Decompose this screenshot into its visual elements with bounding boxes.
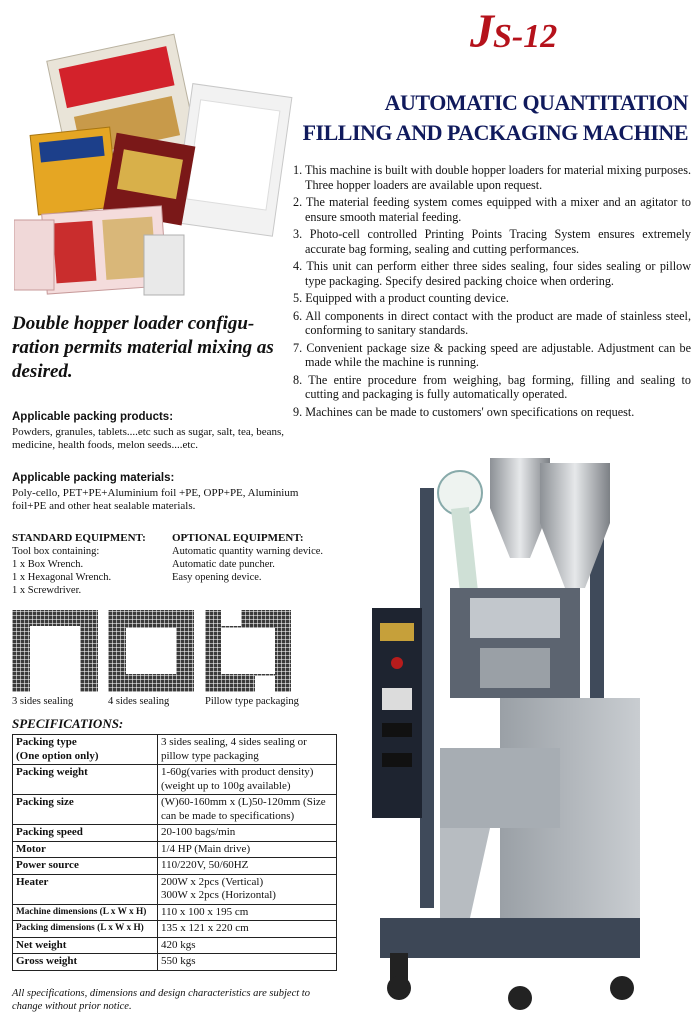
optional-equipment-heading: OPTIONAL EQUIPMENT:: [172, 532, 304, 544]
materials-section: [12, 472, 302, 514]
materials-heading: Applicable packing materials:: [12, 472, 175, 484]
optional-equipment-item: Automatic quantity warning device.: [172, 546, 324, 557]
feature-item: 2. The material feeding system comes equipped with a mixer and an agitator to ensure smooth material feeding.: [293, 195, 691, 224]
spec-value: 110/220V, 50/60HZ: [158, 858, 337, 875]
feature-item: 6. All components in direct contact with the product are made of stainless steel, conforming to sanitary standards.: [293, 308, 691, 337]
spec-value: 20-100 bags/min: [158, 825, 337, 842]
seal-4-sides-label: 4 sides sealing: [108, 696, 170, 707]
spec-key: Machine dimensions (L x W x H): [13, 904, 158, 921]
spec-value: 420 kgs: [158, 937, 337, 954]
feature-item: 1. This machine is built with double hopper loaders for material mixing purposes. Three hopper loaders are available upon request.: [293, 163, 691, 192]
spec-value: (W)60-160mm x (L)50-120mm (Size can be made to specifications): [158, 795, 337, 825]
standard-equipment-item: Tool box containing:: [12, 546, 100, 557]
feature-item: 3. Photo-cell controlled Printing Points Tracing System ensures extremely accurate bag forming, sealing and cutting performances.: [293, 227, 691, 256]
standard-equipment-heading: STANDARD EQUIPMENT:: [12, 532, 146, 544]
feature-item: 9. Machines can be made to customers' own specifications on request.: [293, 404, 635, 419]
title-line-1: AUTOMATIC QUANTITATION: [384, 90, 688, 115]
optional-equipment: [172, 532, 352, 584]
feature-list: [293, 163, 691, 422]
seal-4-sides-diagram: [108, 610, 194, 692]
seal-3-sides-diagram: [12, 610, 98, 692]
spec-value: 300W x 2pcs (Horizontal): [161, 889, 276, 901]
spec-key: Motor: [13, 841, 158, 858]
table-row: [13, 937, 337, 954]
products-section: [12, 411, 302, 453]
spec-value: 1-60g(varies with product density) (weight up to 100g available): [158, 765, 337, 795]
spec-key: Heater: [13, 874, 158, 904]
feature-item: 7. Convenient package size & packing speed are adjustable. Adjustment can be made while the machine is running.: [293, 340, 691, 369]
spec-key: Gross weight: [13, 954, 158, 971]
spec-key-note: (One option only): [16, 749, 99, 762]
product-title: [268, 88, 688, 148]
products-heading: Applicable packing products:: [12, 411, 174, 423]
standard-equipment-item: 1 x Hexagonal Wrench.: [12, 572, 112, 583]
optional-equipment-item: Automatic date puncher.: [172, 559, 275, 570]
products-text: Powders, granules, tablets....etc such as sugar, salt, tea, beans, medicine, health foods, melon seeds....etc.: [12, 425, 285, 451]
table-row: [13, 858, 337, 875]
spec-value: 110 x 100 x 195 cm: [158, 904, 337, 921]
table-row: [13, 904, 337, 921]
tagline: Double hopper loader configu-ration permits material mixing as desired.: [12, 313, 274, 382]
model-title: [470, 4, 557, 59]
spec-key: Packing type: [16, 736, 77, 748]
materials-text: Poly-cello, PET+PE+Aluminium foil +PE, OPP+PE, Aluminium foil+PE and other heat sealable materials.: [12, 486, 299, 512]
feature-item: 5. Equipped with a product counting device.: [293, 291, 509, 305]
table-row: [13, 825, 337, 842]
specifications-heading: SPECIFICATIONS:: [12, 716, 124, 731]
title-line-2: FILLING AND PACKAGING MACHINE: [302, 120, 688, 145]
spec-key: Packing dimensions (L x W x H): [13, 921, 158, 938]
feature-item: 8. The entire procedure from weighing, bag forming, filling and sealing to cutting and packaging is fully automatically operated.: [293, 372, 691, 401]
seal-3-sides: [12, 610, 98, 707]
feature-item: 4. This unit can perform either three sides sealing, four sides sealing or pillow type packaging. Specify desired packing choice when ordering.: [293, 259, 691, 288]
table-row: [13, 841, 337, 858]
seal-3-sides-label: 3 sides sealing: [12, 696, 74, 707]
seal-pillow-label: Pillow type packaging: [205, 696, 299, 707]
standard-equipment-item: 1 x Screwdriver.: [12, 585, 82, 596]
spec-key: Net weight: [13, 937, 158, 954]
spec-key: Packing size: [13, 795, 158, 825]
spec-key: Power source: [13, 858, 158, 875]
model-prefix: J: [470, 5, 493, 58]
disclaimer: All specifications, dimensions and design characteristics are subject to change without prior notice.: [12, 988, 310, 1012]
optional-equipment-item: Easy opening device.: [172, 572, 262, 583]
table-row: [13, 765, 337, 795]
product-samples-photo: [14, 30, 296, 302]
machine-photo: [360, 448, 690, 1018]
model-suffix: -12: [511, 18, 558, 55]
table-row: [13, 921, 337, 938]
standard-equipment-item: 1 x Box Wrench.: [12, 559, 84, 570]
spec-value: 550 kgs: [158, 954, 337, 971]
table-row: [13, 795, 337, 825]
spec-key: Packing speed: [13, 825, 158, 842]
seal-4-sides: [108, 610, 194, 707]
standard-equipment: [12, 532, 167, 597]
table-row: [13, 954, 337, 971]
table-row: [13, 735, 337, 765]
spec-value: 135 x 121 x 220 cm: [158, 921, 337, 938]
spec-value: 200W x 2pcs (Vertical): [161, 875, 264, 888]
specifications-table: [12, 734, 337, 971]
spec-key: Packing weight: [13, 765, 158, 795]
seal-pillow-diagram: [205, 610, 291, 692]
spec-value: 1/4 HP (Main drive): [158, 841, 337, 858]
spec-value: 3 sides sealing, 4 sides sealing or pillow type packaging: [158, 735, 337, 765]
model-letter: S: [493, 18, 512, 55]
table-row: [13, 874, 337, 904]
seal-pillow: [205, 610, 299, 707]
